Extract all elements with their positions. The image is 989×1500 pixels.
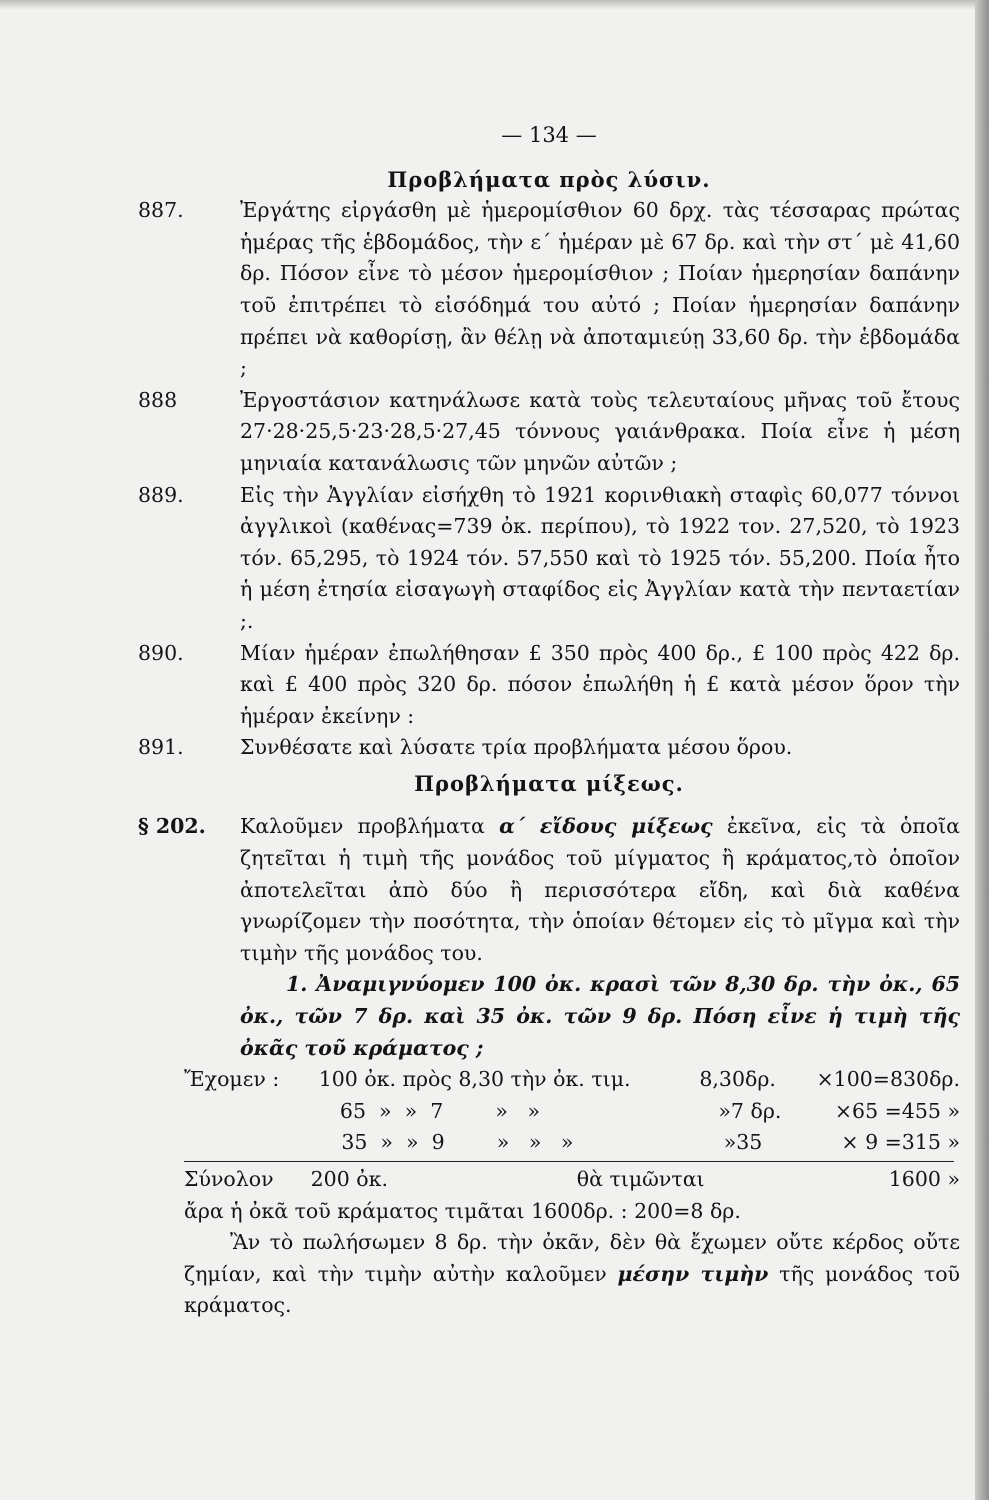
page-number: — 134 —	[501, 123, 597, 147]
problem-number: 890.	[138, 640, 184, 665]
calc-quantity: 100 ὀκ. πρὸς 8,30 τὴν ὀκ. τιμ.	[318, 1067, 631, 1092]
example-result: ἄρα ἡ ὀκᾶ τοῦ κράματος τιμᾶται 1600δρ. : 200=8 δρ.	[184, 1198, 741, 1223]
closing-text-b: τῆς μονάδος τοῦ κράματος.	[184, 1261, 961, 1318]
section-paragraph	[138, 811, 960, 969]
problem-item	[138, 732, 960, 764]
total-label: Σύνολον	[184, 1167, 274, 1191]
section-heading-mixtures: Προβλήματα μίξεως.	[414, 770, 684, 796]
problem-number: 891.	[138, 735, 184, 760]
calc-product: × 9 =315 »	[841, 1130, 960, 1155]
calc-price: 8,30δρ.	[699, 1067, 776, 1092]
problem-number: 889.	[138, 482, 184, 507]
calc-label: Ἔχομεν :	[184, 1067, 280, 1092]
problem-list	[138, 195, 960, 764]
problem-number: 888	[138, 387, 178, 412]
example-statement: 1. Ἀναμιγνύομεν 100 ὀκ. κρασὶ τῶν 8,30 δρ. τὴν ὀκ., 65 ὀκ., τῶν 7 δρ. καὶ 35 ὀκ. τῶν 9 δρ. Πόση εἶνε ἡ τιμὴ τῆς ὀκᾶς τοῦ κράματος ;	[240, 972, 960, 1060]
calc-price: »35	[723, 1130, 763, 1155]
closing-term: μέσην τιμὴν	[617, 1261, 769, 1286]
section-text	[240, 811, 960, 969]
problem-item	[138, 195, 960, 385]
page-top-shadow	[0, 0, 989, 10]
closing-text-a: Ἂν τὸ πωλήσωμεν 8 δρ. τὴν ὀκᾶν, δὲν θὰ ἔχωμεν οὔτε κέρδος οὔτε ζημίαν, καὶ τὴν τιμὴν αὐτὴν καλοῦμεν	[184, 1230, 960, 1286]
calc-quantity: 65 » » 7 » »	[339, 1098, 540, 1123]
calculation-row	[184, 1096, 960, 1128]
page-right-edge	[975, 0, 989, 1500]
problem-text: Εἰς τὴν Ἀγγλίαν εἰσήχθη τὸ 1921 κορινθιακὴ σταφὶς 60,077 τόννοι ἀγγλικοὶ (καθένας=739 ὀκ. περίπου), τὸ 1922 τον. 27,520, τὸ 1923 τόν. 65,295, τὸ 1924 τόν. 57,550 καὶ τὸ 1925 τόν. 55,200. Ποία ἦτο ἡ μέση ἐτησία εἰσαγωγὴ σταφίδος εἰς Ἀγγλίαν κατὰ τὴν πενταετίαν ;.	[240, 482, 960, 633]
problem-number: 887.	[138, 198, 184, 223]
example-closing	[138, 1227, 960, 1322]
page-content	[138, 120, 960, 1322]
problem-item	[138, 638, 960, 733]
problem-text: Συνθέσατε καὶ λύσατε τρία προβλήματα μέσου ὅρου.	[240, 735, 793, 760]
section-heading-problems: Προβλήματα πρὸς λύσιν.	[387, 166, 711, 192]
calc-product: ×65 =455 »	[834, 1098, 960, 1123]
calculation-total-row	[184, 1164, 960, 1196]
calc-label	[184, 1096, 318, 1128]
problem-item	[138, 385, 960, 480]
total-value: 1600 »	[888, 1167, 960, 1191]
problem-text: Ἐργοστάσιον κατηνάλωσε κατὰ τοὺς τελευταίους μῆνας τοῦ ἔτους 27·28·25,5·23·28,5·27,45 τόννους γαιάνθρακα. Ποία εἶνε ἡ μέση μηνιαία κατανάλωσις τῶν μηνῶν αὐτῶν ;	[240, 387, 960, 475]
total-rule	[184, 1161, 954, 1162]
calc-quantity: 35 » » 9 » » »	[341, 1130, 574, 1155]
problem-text: Μίαν ἡμέραν ἐπωλήθησαν £ 350 πρὸς 400 δρ., £ 100 πρὸς 422 δρ. καὶ £ 400 πρὸς 320 δρ. πόσον ἐπωλήθη ἡ £ κατὰ μέσον ὅρον τὴν ἡμέραν ἐκείνην :	[240, 640, 960, 728]
calculation-row	[184, 1127, 960, 1159]
problem-item	[138, 480, 960, 638]
total-note: θὰ τιμῶνται	[576, 1167, 705, 1191]
section-text-b: ἐκεῖνα, εἰς τὰ ὁποῖα ζητεῖται ἡ τιμὴ τῆς μονάδος τοῦ μίγματος ἢ κράματος,τὸ ὁποῖον ἀποτελεῖται ἀπὸ δύο ἢ περισσότερα εἴδη, καὶ διὰ καθένα γνωρίζομεν τὴν ποσότητα, τὴν ὁποίαν θέτομεν εἰς τὸ μῖγμα καὶ τὴν τιμὴν τῆς μονάδος του.	[240, 814, 960, 965]
section-text-a: Καλοῦμεν προβλήματα	[240, 814, 500, 839]
section-number: § 202.	[138, 814, 206, 839]
section-term: α΄ εἴδους μίξεως	[499, 814, 713, 839]
calc-label	[184, 1127, 319, 1159]
calc-price: »7 δρ.	[718, 1098, 782, 1123]
calc-product: ×100=830δρ.	[816, 1067, 960, 1092]
problem-text: Ἐργάτης εἰργάσθη μὲ ἡμερομίσθιον 60 δρχ. τὰς τέσσαρας πρώτας ἡμέρας τῆς ἑβδομάδος, τὴν ε΄ ἡμέραν μὲ 67 δρ. καὶ τὴν στ΄ μὲ 41,60 δρ. Πόσον εἶνε τὸ μέσον ἡμερομίσθιον ; Ποίαν ἡμερησίαν δαπάνην τοῦ ἐπιτρέπει τὸ εἰσόδημά του αὐτό ; Ποίαν ἡμερησίαν δαπάνην πρέπει νὰ καθορίσῃ, ἂν θέλῃ νὰ ἀποταμιεύῃ 33,60 δρ. τὴν ἑβδομάδα ;	[240, 198, 960, 381]
total-quantity: 200 ὀκ.	[310, 1167, 388, 1191]
calculation-row	[184, 1064, 960, 1096]
calculation-table	[184, 1064, 960, 1159]
